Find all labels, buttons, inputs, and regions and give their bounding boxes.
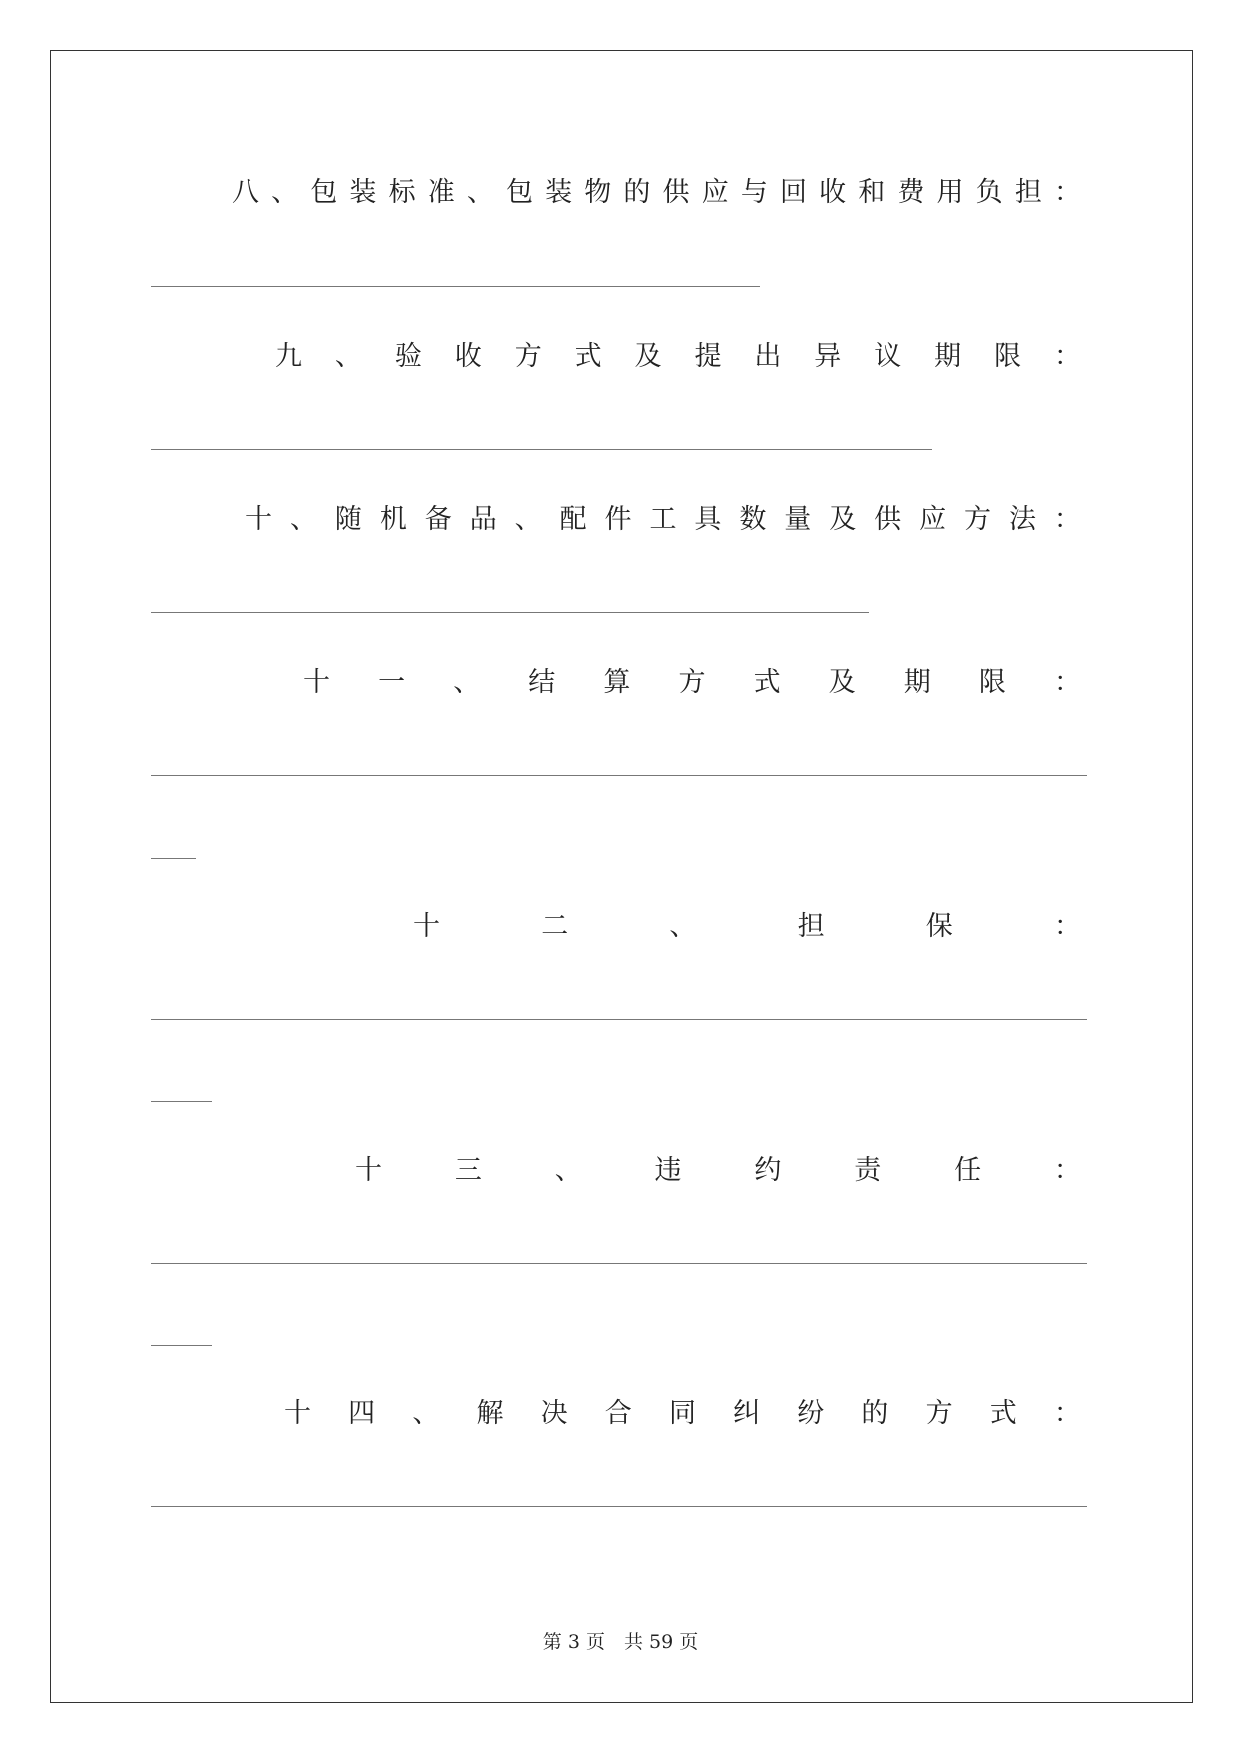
section-heading-8 — [232, 176, 1081, 210]
heading-char: 品 — [469, 504, 497, 535]
heading-char: 方 — [925, 1398, 953, 1429]
heading-char: 与 — [740, 177, 768, 208]
heading-char: ： — [1053, 911, 1081, 942]
page-number-footer: 第 3 页 共 59 页 — [542, 1631, 699, 1653]
section-heading-14 — [284, 1397, 1081, 1431]
heading-char: 算 — [603, 667, 631, 698]
heading-char: 收 — [454, 341, 482, 372]
heading-char: 应 — [701, 177, 729, 208]
fill-in-line-continuation — [151, 858, 196, 859]
heading-char: 期 — [903, 667, 931, 698]
heading-char: 具 — [694, 504, 722, 535]
heading-char: 、 — [514, 504, 542, 535]
heading-char: 、 — [271, 177, 299, 208]
heading-char: 随 — [334, 504, 362, 535]
heading-char: 验 — [394, 341, 422, 372]
fill-in-line — [151, 1506, 1087, 1507]
section-heading-9 — [275, 340, 1081, 374]
heading-char: 供 — [662, 177, 690, 208]
heading-char: 十 — [284, 1398, 311, 1429]
heading-char: 同 — [668, 1398, 696, 1429]
heading-char: 量 — [784, 504, 812, 535]
heading-char: 一 — [378, 667, 406, 698]
heading-char: ： — [1053, 1155, 1081, 1186]
heading-char: 十 — [355, 1155, 382, 1186]
heading-char: 十 — [413, 911, 440, 942]
heading-char: 式 — [989, 1398, 1017, 1429]
heading-char: 数 — [739, 504, 767, 535]
fill-in-line — [151, 612, 869, 613]
fill-in-line — [151, 775, 1087, 776]
heading-char: 用 — [936, 177, 964, 208]
heading-char: 标 — [388, 177, 416, 208]
heading-char: 十 — [303, 667, 330, 698]
heading-char: ： — [1053, 177, 1081, 208]
heading-char: ： — [1053, 1398, 1081, 1429]
heading-char: ： — [1053, 667, 1081, 698]
section-heading-12 — [413, 910, 1081, 944]
section-heading-13 — [355, 1154, 1081, 1188]
heading-char: 担 — [797, 911, 825, 942]
heading-char: ： — [1053, 341, 1081, 372]
fill-in-line-continuation — [151, 1101, 212, 1102]
heading-char: 、 — [412, 1398, 440, 1429]
heading-char: 的 — [861, 1398, 889, 1429]
heading-char: 及 — [828, 667, 856, 698]
heading-char: 解 — [476, 1398, 504, 1429]
heading-char: 准 — [427, 177, 455, 208]
heading-char: 式 — [753, 667, 781, 698]
heading-char: 违 — [654, 1155, 682, 1186]
heading-char: 方 — [678, 667, 706, 698]
heading-char: 十 — [245, 504, 272, 535]
heading-char: 、 — [334, 341, 362, 372]
heading-char: 、 — [466, 177, 494, 208]
section-heading-11 — [303, 666, 1081, 700]
page-border — [50, 50, 1193, 1703]
heading-char: 装 — [349, 177, 377, 208]
heading-char: 保 — [925, 911, 953, 942]
heading-char: 、 — [453, 667, 481, 698]
heading-char: 物 — [584, 177, 612, 208]
heading-char: 应 — [919, 504, 947, 535]
heading-char: 任 — [954, 1155, 982, 1186]
heading-char: 包 — [505, 177, 533, 208]
heading-char: 责 — [854, 1155, 882, 1186]
heading-char: 、 — [289, 504, 317, 535]
fill-in-line — [151, 1019, 1087, 1020]
heading-char: 限 — [978, 667, 1006, 698]
heading-char: 式 — [574, 341, 602, 372]
heading-char: 的 — [623, 177, 651, 208]
heading-char: 约 — [754, 1155, 782, 1186]
heading-char: 结 — [528, 667, 556, 698]
heading-char: 纠 — [733, 1398, 761, 1429]
section-heading-10 — [245, 503, 1081, 537]
heading-char: 九 — [275, 341, 302, 372]
heading-char: 三 — [454, 1155, 482, 1186]
heading-char: 方 — [514, 341, 542, 372]
heading-char: 提 — [694, 341, 722, 372]
heading-char: 回 — [779, 177, 807, 208]
heading-char: 纷 — [797, 1398, 825, 1429]
heading-char: 及 — [829, 504, 857, 535]
heading-char: 决 — [540, 1398, 568, 1429]
heading-char: 供 — [874, 504, 902, 535]
heading-char: 装 — [545, 177, 573, 208]
heading-char: 和 — [858, 177, 886, 208]
heading-char: 、 — [554, 1155, 582, 1186]
heading-char: 、 — [669, 911, 697, 942]
heading-char: 四 — [348, 1398, 376, 1429]
fill-in-line — [151, 449, 932, 450]
heading-char: 期 — [934, 341, 962, 372]
heading-char: 费 — [897, 177, 925, 208]
heading-char: 收 — [819, 177, 847, 208]
heading-char: 异 — [814, 341, 842, 372]
heading-char: 包 — [310, 177, 338, 208]
heading-char: 件 — [604, 504, 632, 535]
heading-char: 二 — [541, 911, 569, 942]
fill-in-line — [151, 286, 760, 287]
heading-char: 工 — [649, 504, 677, 535]
heading-char: ： — [1053, 504, 1081, 535]
fill-in-line — [151, 1263, 1087, 1264]
heading-char: 议 — [874, 341, 902, 372]
heading-char: 法 — [1008, 504, 1036, 535]
heading-char: 负 — [975, 177, 1003, 208]
heading-char: 限 — [994, 341, 1022, 372]
heading-char: 机 — [379, 504, 407, 535]
heading-char: 八 — [232, 177, 259, 208]
heading-char: 出 — [754, 341, 782, 372]
heading-char: 及 — [634, 341, 662, 372]
heading-char: 方 — [964, 504, 991, 535]
heading-char: 配 — [559, 504, 587, 535]
heading-char: 担 — [1014, 177, 1042, 208]
fill-in-line-continuation — [151, 1345, 212, 1346]
heading-char: 合 — [604, 1398, 632, 1429]
heading-char: 备 — [424, 504, 452, 535]
